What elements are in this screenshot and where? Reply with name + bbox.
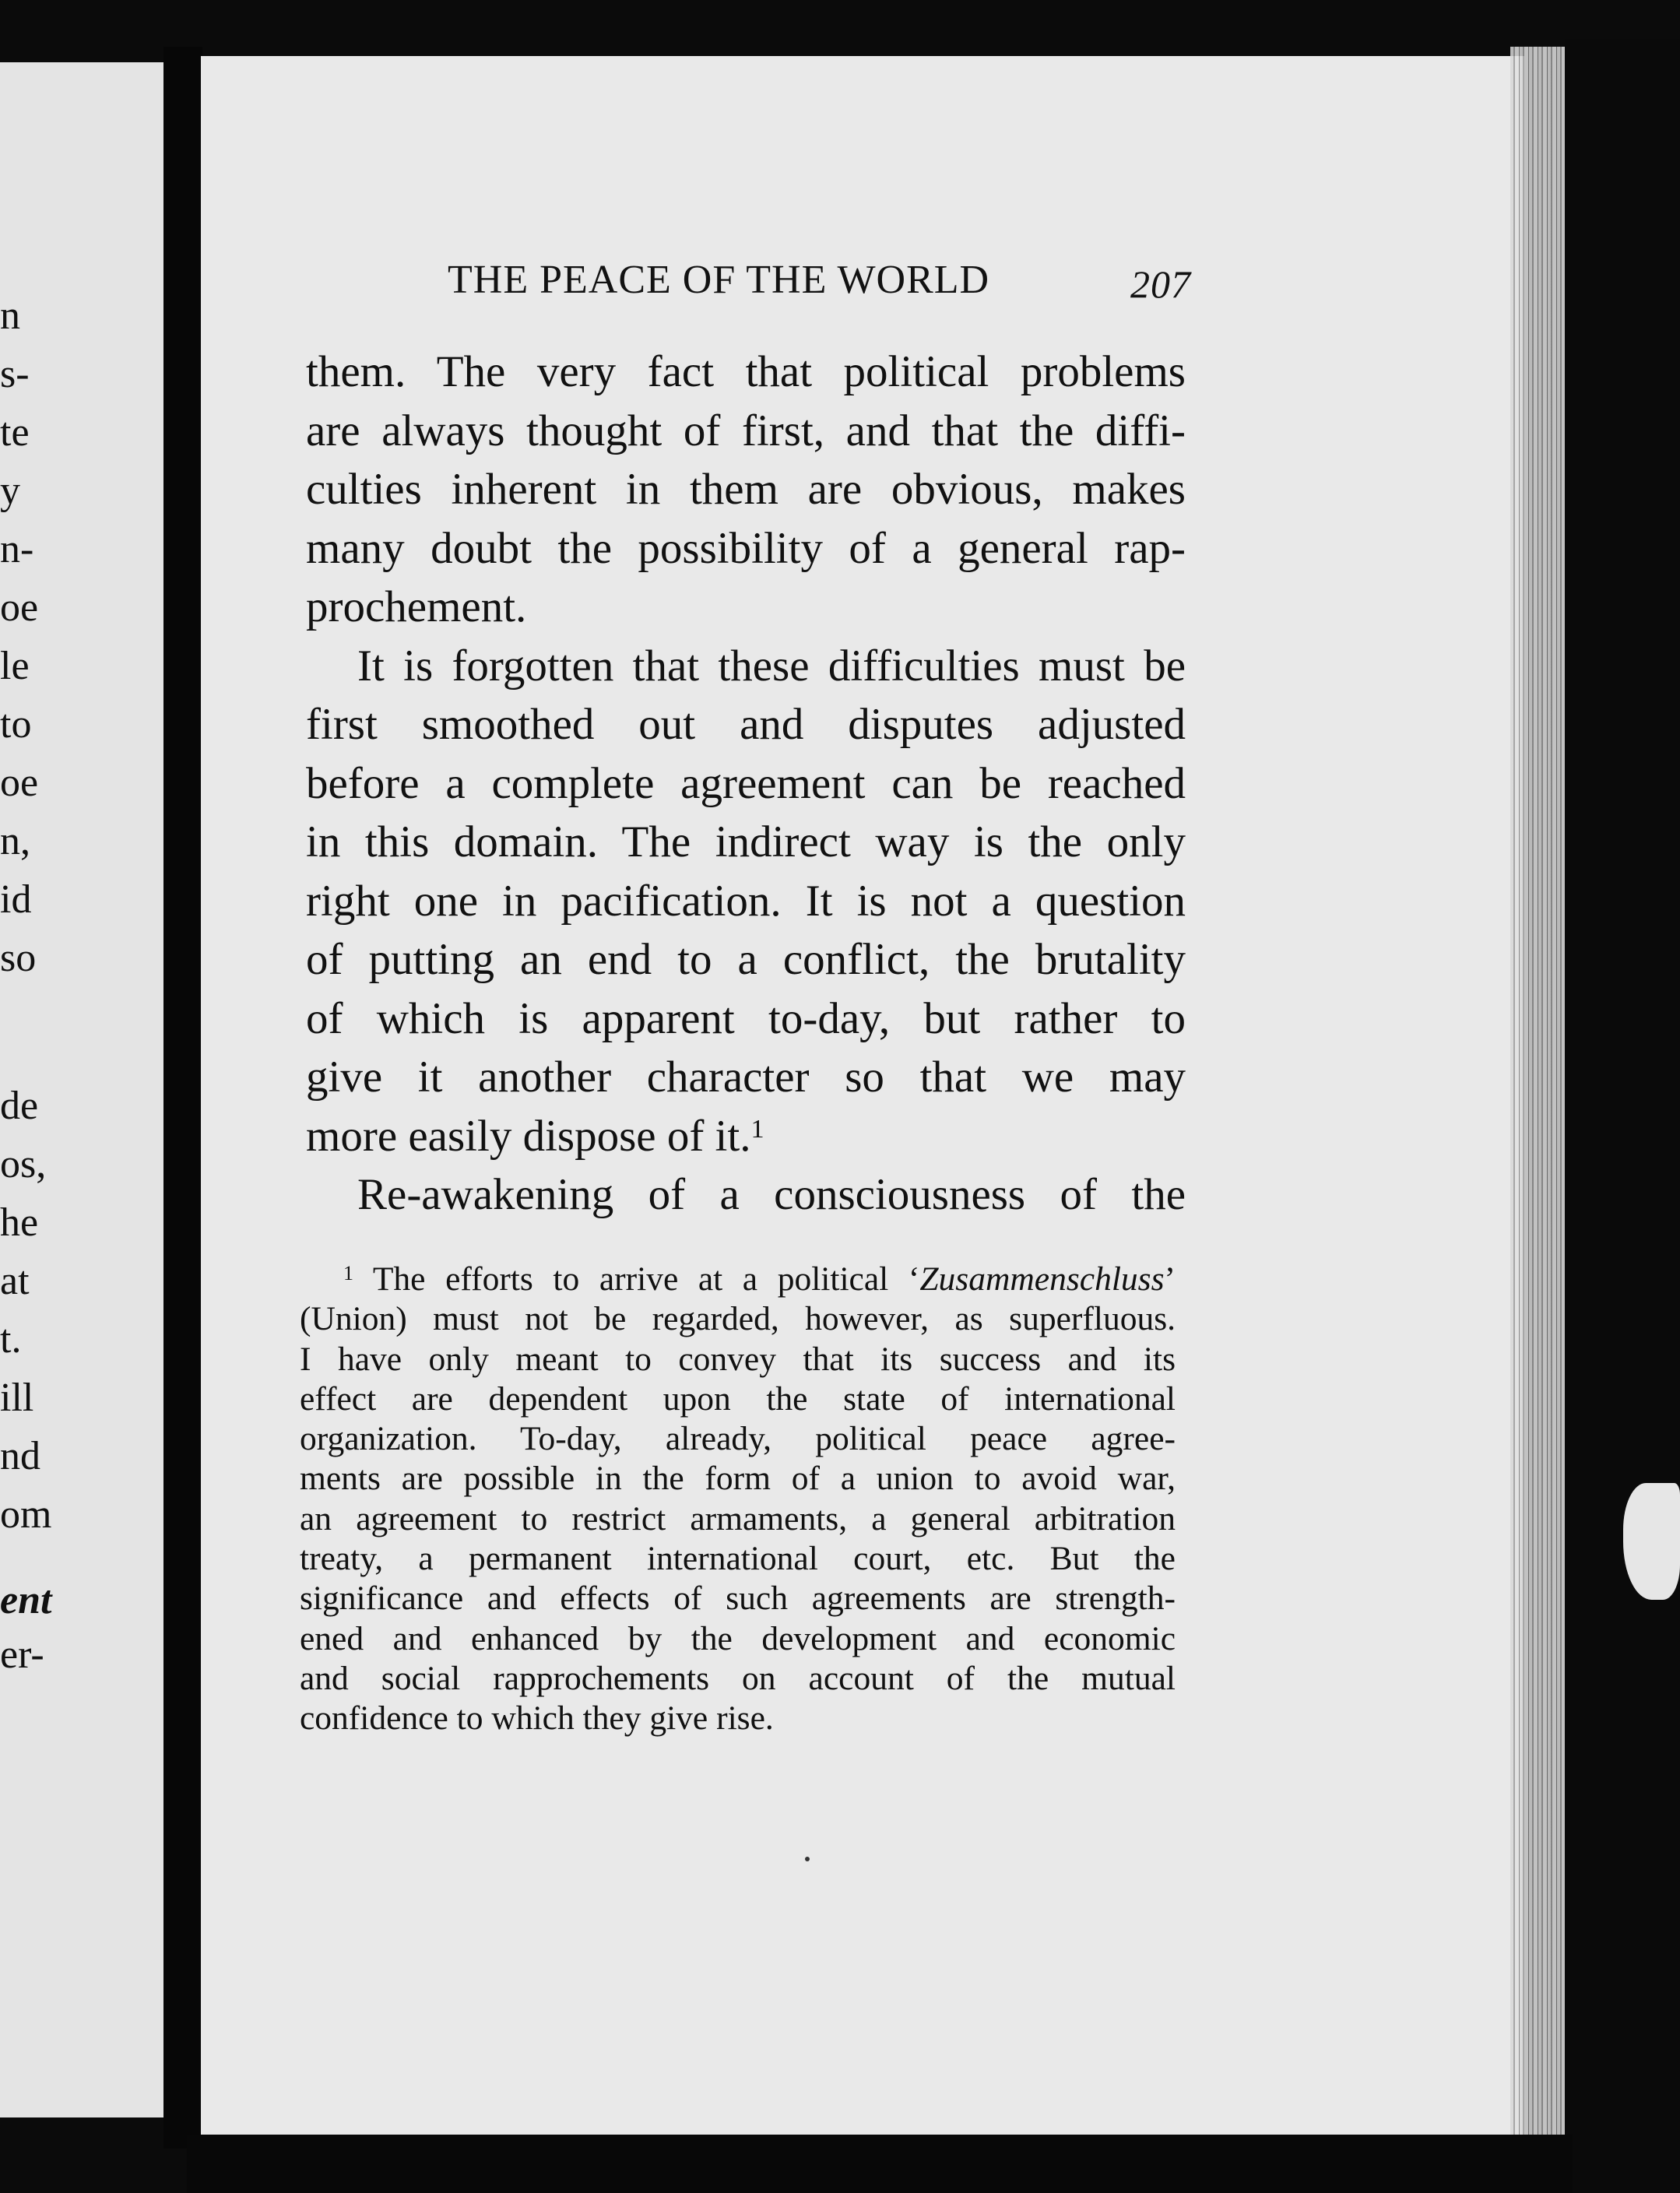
running-head: [448, 257, 1191, 305]
left-page-text-fragment: om: [0, 1492, 52, 1537]
footnote-line: organization. To-day, already, political peace agree-: [300, 1420, 1176, 1458]
text-line: Re-awakening of a consciousness of the: [357, 1170, 1186, 1219]
text-line: before a complete agreement can be reached: [306, 758, 1186, 808]
left-page-text-fragment: te: [0, 410, 30, 455]
left-page-text-fragment: to: [0, 702, 32, 747]
left-page-text-fragment: t.: [0, 1317, 22, 1362]
footnote-marker: 1: [343, 1261, 354, 1285]
footnote-line: (Union) must not be regarded, however, as superfluous.: [300, 1300, 1176, 1338]
footnote-line: I have only meant to convey that its success and its: [300, 1340, 1176, 1378]
left-page-text-fragment: s-: [0, 352, 30, 396]
ink-speck: [805, 1857, 810, 1861]
left-page-text-fragment: n-: [0, 527, 34, 571]
left-page-text-fragment: le: [0, 644, 30, 688]
footnote-line: significance and effects of such agreements are strength-: [300, 1580, 1176, 1618]
left-page-text-fragment: n: [0, 293, 20, 338]
text-line: of which is apparent to-day, but rather to: [306, 993, 1186, 1043]
torn-paper-scrap: [1623, 1483, 1680, 1600]
left-page-text-fragment: n,: [0, 819, 30, 863]
footnote-reference: 1: [750, 1114, 764, 1144]
text-line: them. The very fact that political problems: [306, 347, 1186, 396]
footnote-line: confidence to which they give rise.: [300, 1699, 774, 1738]
left-page-text-fragment: de: [0, 1084, 39, 1128]
footnote-line: effect are dependent upon the state of international: [300, 1379, 1176, 1418]
left-page-text-fragment: ent: [0, 1578, 52, 1622]
footnote: [300, 1260, 1176, 1739]
page-number: 207: [1130, 262, 1191, 306]
left-page-text-fragment: nd: [0, 1434, 40, 1478]
binding-gutter: [163, 47, 202, 2149]
left-page-text-fragment: os,: [0, 1142, 47, 1186]
left-page-text-fragment: he: [0, 1200, 39, 1245]
left-page-text-fragment: ill: [0, 1376, 34, 1420]
footnote-text: The efforts to arrive at a political ‘: [372, 1260, 920, 1298]
text-line: many doubt the possibility of a general rap-: [306, 523, 1186, 573]
text-line: in this domain. The indirect way is the only: [306, 817, 1186, 866]
body-text: [306, 343, 1186, 1225]
text-line: are always thought of first, and that the diffi-: [306, 406, 1186, 455]
text-line: prochement.: [306, 582, 527, 631]
background-right: [1565, 39, 1680, 2193]
footnote-first-line: [300, 1260, 1176, 1299]
left-page-text-fragment: er-: [0, 1632, 44, 1677]
text-line: of putting an end to a conflict, the brutality: [306, 935, 1186, 984]
left-page-fragment: [0, 62, 163, 2117]
footnote-text: ’: [1164, 1260, 1176, 1298]
footnote-italic-term: Zusammenschluss: [919, 1260, 1165, 1298]
text-line: give it another character so that we may: [306, 1053, 1186, 1102]
left-page-text-fragment: y: [0, 469, 20, 513]
left-page-text-fragment: oe: [0, 585, 39, 630]
footnote-line: and social rapprochements on account of the mutual: [300, 1659, 1176, 1697]
footnote-line: ened and enhanced by the development and economic: [300, 1619, 1176, 1657]
running-title: THE PEACE OF THE WORLD: [448, 258, 990, 302]
text-line: first smoothed out and disputes adjusted: [306, 700, 1186, 749]
left-page-text-fragment: at: [0, 1259, 30, 1303]
left-page-text-fragment: so: [0, 936, 37, 980]
left-page-text-fragment: id: [0, 877, 32, 922]
page-edge-stack: [1510, 47, 1565, 2141]
text-line: right one in pacification. It is not a question: [306, 876, 1186, 926]
footnote-line: ments are possible in the form of a union to avoid war,: [300, 1460, 1176, 1498]
left-page-text-fragment: oe: [0, 761, 39, 805]
text-line-with-footnote-ref: [306, 1107, 1186, 1166]
text-line: more easily dispose of it.: [306, 1111, 751, 1161]
background-bottom: [187, 2135, 1573, 2193]
footnote-line: an agreement to restrict armaments, a general arbitration: [300, 1499, 1176, 1538]
footnote-line: treaty, a permanent international court, etc. But the: [300, 1540, 1176, 1578]
text-line: It is forgotten that these difficulties must be: [357, 641, 1186, 691]
text-line: culties inherent in them are obvious, makes: [306, 465, 1186, 514]
